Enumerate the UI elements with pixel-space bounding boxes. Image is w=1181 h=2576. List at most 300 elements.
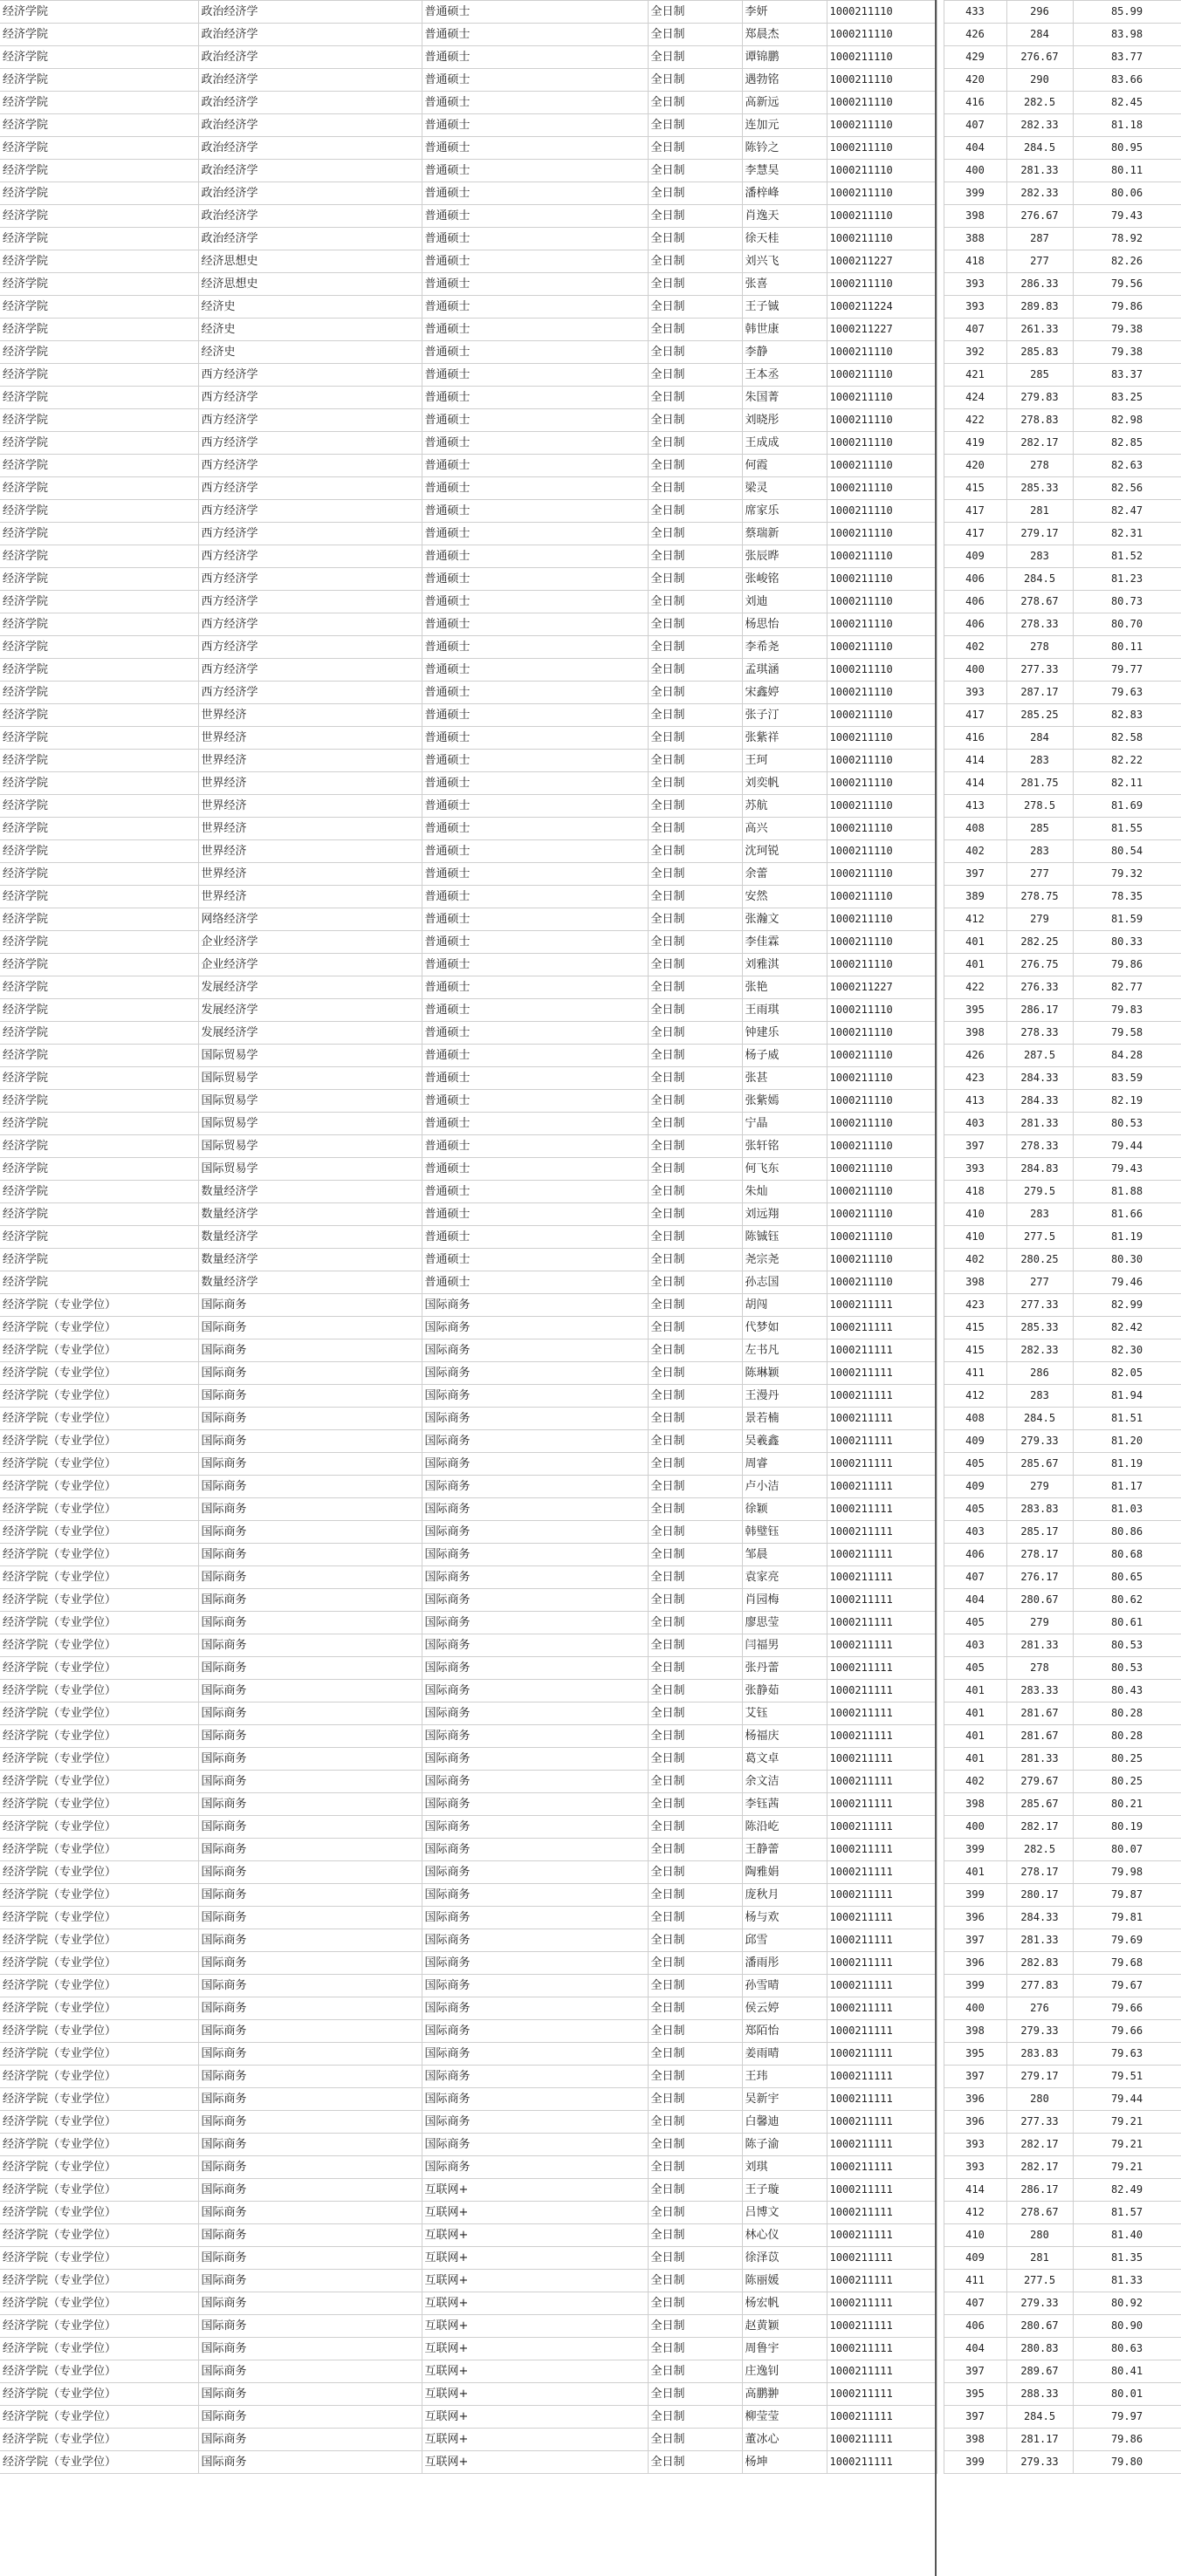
code-cell: 1000211110: [827, 341, 937, 364]
retest-score-cell: 281.33: [1006, 1113, 1073, 1135]
retest-score-cell: 296: [1006, 1, 1073, 24]
major-cell: 国际商务: [198, 1680, 422, 1702]
initial-score-cell: 420: [944, 69, 1006, 92]
college-cell: 经济学院（专业学位）: [0, 1544, 198, 1566]
gap-cell: [937, 1476, 944, 1498]
study-mode-cell: 全日制: [648, 976, 742, 999]
code-cell: 1000211111: [827, 1816, 937, 1839]
name-cell: 李钰茜: [742, 1793, 827, 1816]
initial-score-cell: 408: [944, 818, 1006, 840]
major-cell: 数量经济学: [198, 1249, 422, 1271]
total-score-cell: 83.77: [1073, 46, 1181, 69]
direction-cell: 普通硕士: [422, 750, 648, 772]
table-row: [0, 1135, 1181, 1158]
major-cell: 国际商务: [198, 1498, 422, 1521]
initial-score-cell: 403: [944, 1113, 1006, 1135]
major-cell: 国际商务: [198, 1339, 422, 1362]
direction-cell: 普通硕士: [422, 46, 648, 69]
total-score-cell: 82.45: [1073, 92, 1181, 114]
code-cell: 1000211110: [827, 1226, 937, 1249]
initial-score-cell: 418: [944, 250, 1006, 273]
code-cell: 1000211110: [827, 387, 937, 409]
total-score-cell: 84.28: [1073, 1045, 1181, 1067]
table-row: [0, 1498, 1181, 1521]
table-row: [0, 2224, 1181, 2247]
gap-cell: [937, 1929, 944, 1952]
direction-cell: 国际商务: [422, 1907, 648, 1929]
initial-score-cell: 406: [944, 591, 1006, 613]
study-mode-cell: 全日制: [648, 2088, 742, 2111]
code-cell: 1000211110: [827, 409, 937, 432]
name-cell: 徐泽苡: [742, 2247, 827, 2270]
name-cell: 韩世康: [742, 319, 827, 341]
direction-cell: 国际商务: [422, 1657, 648, 1680]
gap-cell: [937, 568, 944, 591]
name-cell: 王漫丹: [742, 1385, 827, 1408]
direction-cell: 互联网+: [422, 2202, 648, 2224]
gap-cell: [937, 1249, 944, 1271]
code-cell: 1000211110: [827, 818, 937, 840]
study-mode-cell: 全日制: [648, 659, 742, 682]
major-cell: 世界经济: [198, 795, 422, 818]
major-cell: 国际商务: [198, 1861, 422, 1884]
name-cell: 余文洁: [742, 1771, 827, 1793]
study-mode-cell: 全日制: [648, 1612, 742, 1634]
study-mode-cell: 全日制: [648, 1725, 742, 1748]
initial-score-cell: 399: [944, 1884, 1006, 1907]
direction-cell: 国际商务: [422, 1634, 648, 1657]
code-cell: 1000211110: [827, 455, 937, 477]
name-cell: 徐天桂: [742, 228, 827, 250]
major-cell: 国际商务: [198, 2020, 422, 2043]
code-cell: 1000211110: [827, 772, 937, 795]
study-mode-cell: 全日制: [648, 1544, 742, 1566]
direction-cell: 国际商务: [422, 1771, 648, 1793]
code-cell: 1000211224: [827, 296, 937, 319]
major-cell: 国际贸易学: [198, 1067, 422, 1090]
retest-score-cell: 285.17: [1006, 1521, 1073, 1544]
direction-cell: 国际商务: [422, 1975, 648, 1997]
code-cell: 1000211227: [827, 250, 937, 273]
retest-score-cell: 279.33: [1006, 1430, 1073, 1453]
table-row: [0, 455, 1181, 477]
total-score-cell: 85.99: [1073, 1, 1181, 24]
major-cell: 国际贸易学: [198, 1090, 422, 1113]
total-score-cell: 80.28: [1073, 1725, 1181, 1748]
code-cell: 1000211111: [827, 2202, 937, 2224]
code-cell: 1000211111: [827, 1317, 937, 1339]
name-cell: 孙志国: [742, 1271, 827, 1294]
gap-cell: [937, 1544, 944, 1566]
table-row: [0, 636, 1181, 659]
college-cell: 经济学院（专业学位）: [0, 2406, 198, 2429]
code-cell: 1000211111: [827, 2338, 937, 2360]
initial-score-cell: 433: [944, 1, 1006, 24]
initial-score-cell: 415: [944, 477, 1006, 500]
total-score-cell: 80.06: [1073, 182, 1181, 205]
code-cell: 1000211110: [827, 1045, 937, 1067]
study-mode-cell: 全日制: [648, 46, 742, 69]
total-score-cell: 82.63: [1073, 455, 1181, 477]
name-cell: 宁晶: [742, 1113, 827, 1135]
study-mode-cell: 全日制: [648, 2066, 742, 2088]
college-cell: 经济学院: [0, 250, 198, 273]
gap-cell: [937, 1113, 944, 1135]
name-cell: 闫福男: [742, 1634, 827, 1657]
retest-score-cell: 276.17: [1006, 1566, 1073, 1589]
initial-score-cell: 401: [944, 931, 1006, 954]
college-cell: 经济学院（专业学位）: [0, 1725, 198, 1748]
table-row: [0, 1884, 1181, 1907]
name-cell: 卢小洁: [742, 1476, 827, 1498]
direction-cell: 普通硕士: [422, 273, 648, 296]
total-score-cell: 79.86: [1073, 954, 1181, 976]
total-score-cell: 80.30: [1073, 1249, 1181, 1271]
table-row: [0, 1612, 1181, 1634]
total-score-cell: 80.41: [1073, 2360, 1181, 2383]
college-cell: 经济学院（专业学位）: [0, 1997, 198, 2020]
table-row: [0, 205, 1181, 228]
retest-score-cell: 283: [1006, 545, 1073, 568]
code-cell: 1000211111: [827, 1476, 937, 1498]
table-row: [0, 1725, 1181, 1748]
direction-cell: 普通硕士: [422, 1067, 648, 1090]
code-cell: 1000211110: [827, 568, 937, 591]
code-cell: 1000211111: [827, 1839, 937, 1861]
college-cell: 经济学院（专业学位）: [0, 1317, 198, 1339]
study-mode-cell: 全日制: [648, 2406, 742, 2429]
code-cell: 1000211111: [827, 2134, 937, 2156]
code-cell: 1000211111: [827, 1748, 937, 1771]
total-score-cell: 83.59: [1073, 1067, 1181, 1090]
gap-cell: [937, 613, 944, 636]
gap-cell: [937, 1634, 944, 1657]
name-cell: 张轩铭: [742, 1135, 827, 1158]
code-cell: 1000211111: [827, 1975, 937, 1997]
direction-cell: 普通硕士: [422, 319, 648, 341]
initial-score-cell: 412: [944, 908, 1006, 931]
table-row: [0, 2020, 1181, 2043]
gap-cell: [937, 1680, 944, 1702]
name-cell: 王玮: [742, 2066, 827, 2088]
major-cell: 西方经济学: [198, 659, 422, 682]
major-cell: 经济史: [198, 341, 422, 364]
total-score-cell: 79.83: [1073, 999, 1181, 1022]
college-cell: 经济学院（专业学位）: [0, 2383, 198, 2406]
table-row: [0, 568, 1181, 591]
gap-cell: [937, 1, 944, 24]
initial-score-cell: 417: [944, 704, 1006, 727]
total-score-cell: 82.26: [1073, 250, 1181, 273]
total-score-cell: 81.19: [1073, 1226, 1181, 1249]
name-cell: 陈铖钰: [742, 1226, 827, 1249]
code-cell: 1000211110: [827, 523, 937, 545]
direction-cell: 普通硕士: [422, 500, 648, 523]
retest-score-cell: 285.83: [1006, 341, 1073, 364]
total-score-cell: 79.51: [1073, 2066, 1181, 2088]
direction-cell: 普通硕士: [422, 682, 648, 704]
gap-cell: [937, 387, 944, 409]
direction-cell: 国际商务: [422, 1702, 648, 1725]
table-row: [0, 1, 1181, 24]
study-mode-cell: 全日制: [648, 1362, 742, 1385]
major-cell: 世界经济: [198, 772, 422, 795]
table-row: [0, 1158, 1181, 1181]
study-mode-cell: 全日制: [648, 432, 742, 455]
gap-cell: [937, 364, 944, 387]
total-score-cell: 80.61: [1073, 1612, 1181, 1634]
college-cell: 经济学院: [0, 840, 198, 863]
direction-cell: 互联网+: [422, 2451, 648, 2474]
initial-score-cell: 411: [944, 1362, 1006, 1385]
initial-score-cell: 397: [944, 1135, 1006, 1158]
table-row: [0, 2134, 1181, 2156]
study-mode-cell: 全日制: [648, 1113, 742, 1135]
code-cell: 1000211111: [827, 2292, 937, 2315]
code-cell: 1000211110: [827, 273, 937, 296]
table-row: [0, 1476, 1181, 1498]
code-cell: 1000211110: [827, 46, 937, 69]
major-cell: 国际商务: [198, 1997, 422, 2020]
initial-score-cell: 398: [944, 2020, 1006, 2043]
gap-cell: [937, 659, 944, 682]
code-cell: 1000211110: [827, 931, 937, 954]
major-cell: 世界经济: [198, 704, 422, 727]
name-cell: 葛文卓: [742, 1748, 827, 1771]
name-cell: 胡闯: [742, 1294, 827, 1317]
college-cell: 经济学院: [0, 1113, 198, 1135]
college-cell: 经济学院: [0, 273, 198, 296]
college-cell: 经济学院（专业学位）: [0, 1498, 198, 1521]
gap-cell: [937, 545, 944, 568]
total-score-cell: 80.68: [1073, 1544, 1181, 1566]
total-score-cell: 80.73: [1073, 591, 1181, 613]
direction-cell: 普通硕士: [422, 69, 648, 92]
gap-cell: [937, 273, 944, 296]
study-mode-cell: 全日制: [648, 455, 742, 477]
gap-cell: [937, 1861, 944, 1884]
retest-score-cell: 286.33: [1006, 273, 1073, 296]
total-score-cell: 79.97: [1073, 2406, 1181, 2429]
gap-cell: [937, 636, 944, 659]
table-row: [0, 1771, 1181, 1793]
table-row: [0, 1793, 1181, 1816]
direction-cell: 普通硕士: [422, 1, 648, 24]
retest-score-cell: 282.5: [1006, 92, 1073, 114]
table-row: [0, 886, 1181, 908]
major-cell: 企业经济学: [198, 954, 422, 976]
study-mode-cell: 全日制: [648, 613, 742, 636]
study-mode-cell: 全日制: [648, 1022, 742, 1045]
study-mode-cell: 全日制: [648, 1975, 742, 1997]
study-mode-cell: 全日制: [648, 2292, 742, 2315]
study-mode-cell: 全日制: [648, 1408, 742, 1430]
study-mode-cell: 全日制: [648, 1702, 742, 1725]
major-cell: 国际商务: [198, 2383, 422, 2406]
retest-score-cell: 280.25: [1006, 1249, 1073, 1271]
retest-score-cell: 284.83: [1006, 1158, 1073, 1181]
direction-cell: 普通硕士: [422, 591, 648, 613]
name-cell: 沈珂锐: [742, 840, 827, 863]
name-cell: 庄逸钊: [742, 2360, 827, 2383]
major-cell: 西方经济学: [198, 387, 422, 409]
study-mode-cell: 全日制: [648, 1566, 742, 1589]
table-row: [0, 1249, 1181, 1271]
code-cell: 1000211111: [827, 1339, 937, 1362]
college-cell: 经济学院: [0, 114, 198, 137]
gap-cell: [937, 954, 944, 976]
retest-score-cell: 280.67: [1006, 1589, 1073, 1612]
code-cell: 1000211111: [827, 1612, 937, 1634]
direction-cell: 国际商务: [422, 2134, 648, 2156]
college-cell: 经济学院: [0, 455, 198, 477]
college-cell: 经济学院: [0, 182, 198, 205]
retest-score-cell: 279.33: [1006, 2020, 1073, 2043]
total-score-cell: 80.01: [1073, 2383, 1181, 2406]
major-cell: 世界经济: [198, 818, 422, 840]
code-cell: 1000211111: [827, 2020, 937, 2043]
college-cell: 经济学院: [0, 432, 198, 455]
college-cell: 经济学院: [0, 704, 198, 727]
gap-cell: [937, 1271, 944, 1294]
total-score-cell: 80.62: [1073, 1589, 1181, 1612]
study-mode-cell: 全日制: [648, 772, 742, 795]
name-cell: 白馨迪: [742, 2111, 827, 2134]
table-row: [0, 908, 1181, 931]
study-mode-cell: 全日制: [648, 92, 742, 114]
retest-score-cell: 277.33: [1006, 659, 1073, 682]
gap-cell: [937, 1362, 944, 1385]
total-score-cell: 82.99: [1073, 1294, 1181, 1317]
gap-cell: [937, 182, 944, 205]
direction-cell: 国际商务: [422, 1521, 648, 1544]
direction-cell: 互联网+: [422, 2179, 648, 2202]
table-row: [0, 2043, 1181, 2066]
initial-score-cell: 417: [944, 523, 1006, 545]
total-score-cell: 81.18: [1073, 114, 1181, 137]
name-cell: 邱雪: [742, 1929, 827, 1952]
code-cell: 1000211111: [827, 1408, 937, 1430]
code-cell: 1000211111: [827, 1498, 937, 1521]
gap-cell: [937, 2406, 944, 2429]
gap-cell: [937, 1748, 944, 1771]
gap-cell: [937, 886, 944, 908]
code-cell: 1000211110: [827, 1249, 937, 1271]
college-cell: 经济学院: [0, 387, 198, 409]
study-mode-cell: 全日制: [648, 704, 742, 727]
total-score-cell: 82.98: [1073, 409, 1181, 432]
major-cell: 西方经济学: [198, 613, 422, 636]
code-cell: 1000211111: [827, 2247, 937, 2270]
direction-cell: 普通硕士: [422, 250, 648, 273]
table-row: [0, 1181, 1181, 1203]
study-mode-cell: 全日制: [648, 999, 742, 1022]
major-cell: 企业经济学: [198, 931, 422, 954]
name-cell: 张辰晔: [742, 545, 827, 568]
initial-score-cell: 402: [944, 636, 1006, 659]
total-score-cell: 80.53: [1073, 1113, 1181, 1135]
initial-score-cell: 393: [944, 1158, 1006, 1181]
total-score-cell: 80.54: [1073, 840, 1181, 863]
study-mode-cell: 全日制: [648, 1657, 742, 1680]
study-mode-cell: 全日制: [648, 2020, 742, 2043]
code-cell: 1000211110: [827, 477, 937, 500]
initial-score-cell: 414: [944, 772, 1006, 795]
direction-cell: 普通硕士: [422, 704, 648, 727]
retest-score-cell: 276.75: [1006, 954, 1073, 976]
total-score-cell: 81.35: [1073, 2247, 1181, 2270]
name-cell: 杨子威: [742, 1045, 827, 1067]
college-cell: 经济学院（专业学位）: [0, 1362, 198, 1385]
major-cell: 发展经济学: [198, 976, 422, 999]
major-cell: 国际商务: [198, 2088, 422, 2111]
retest-score-cell: 283.83: [1006, 1498, 1073, 1521]
table-row: [0, 409, 1181, 432]
study-mode-cell: 全日制: [648, 2224, 742, 2247]
name-cell: 陈琳颖: [742, 1362, 827, 1385]
gap-cell: [937, 1385, 944, 1408]
code-cell: 1000211110: [827, 750, 937, 772]
total-score-cell: 80.11: [1073, 160, 1181, 182]
initial-score-cell: 399: [944, 1839, 1006, 1861]
college-cell: 经济学院: [0, 659, 198, 682]
direction-cell: 普通硕士: [422, 432, 648, 455]
table-row: [0, 2270, 1181, 2292]
study-mode-cell: 全日制: [648, 273, 742, 296]
table-row: [0, 682, 1181, 704]
major-cell: 国际贸易学: [198, 1158, 422, 1181]
initial-score-cell: 409: [944, 545, 1006, 568]
gap-cell: [937, 1135, 944, 1158]
code-cell: 1000211110: [827, 24, 937, 46]
retest-score-cell: 284.33: [1006, 1907, 1073, 1929]
table-row: [0, 182, 1181, 205]
name-cell: 周睿: [742, 1453, 827, 1476]
major-cell: 国际商务: [198, 1634, 422, 1657]
code-cell: 1000211110: [827, 795, 937, 818]
gap-cell: [937, 1408, 944, 1430]
name-cell: 刘琪: [742, 2156, 827, 2179]
name-cell: 杨福庆: [742, 1725, 827, 1748]
gap-cell: [937, 682, 944, 704]
table-row: [0, 228, 1181, 250]
code-cell: 1000211111: [827, 1997, 937, 2020]
retest-score-cell: 281.33: [1006, 1634, 1073, 1657]
study-mode-cell: 全日制: [648, 727, 742, 750]
gap-cell: [937, 999, 944, 1022]
table-row: [0, 840, 1181, 863]
retest-score-cell: 281.67: [1006, 1702, 1073, 1725]
study-mode-cell: 全日制: [648, 545, 742, 568]
college-cell: 经济学院: [0, 228, 198, 250]
study-mode-cell: 全日制: [648, 2315, 742, 2338]
retest-score-cell: 277: [1006, 1271, 1073, 1294]
direction-cell: 普通硕士: [422, 545, 648, 568]
study-mode-cell: 全日制: [648, 1226, 742, 1249]
code-cell: 1000211110: [827, 1181, 937, 1203]
gap-cell: [937, 2202, 944, 2224]
table-row: [0, 2315, 1181, 2338]
total-score-cell: 81.23: [1073, 568, 1181, 591]
major-cell: 西方经济学: [198, 636, 422, 659]
major-cell: 西方经济学: [198, 364, 422, 387]
direction-cell: 普通硕士: [422, 296, 648, 319]
retest-score-cell: 283: [1006, 1385, 1073, 1408]
total-score-cell: 81.20: [1073, 1430, 1181, 1453]
total-score-cell: 79.38: [1073, 319, 1181, 341]
initial-score-cell: 403: [944, 1634, 1006, 1657]
college-cell: 经济学院（专业学位）: [0, 1612, 198, 1634]
